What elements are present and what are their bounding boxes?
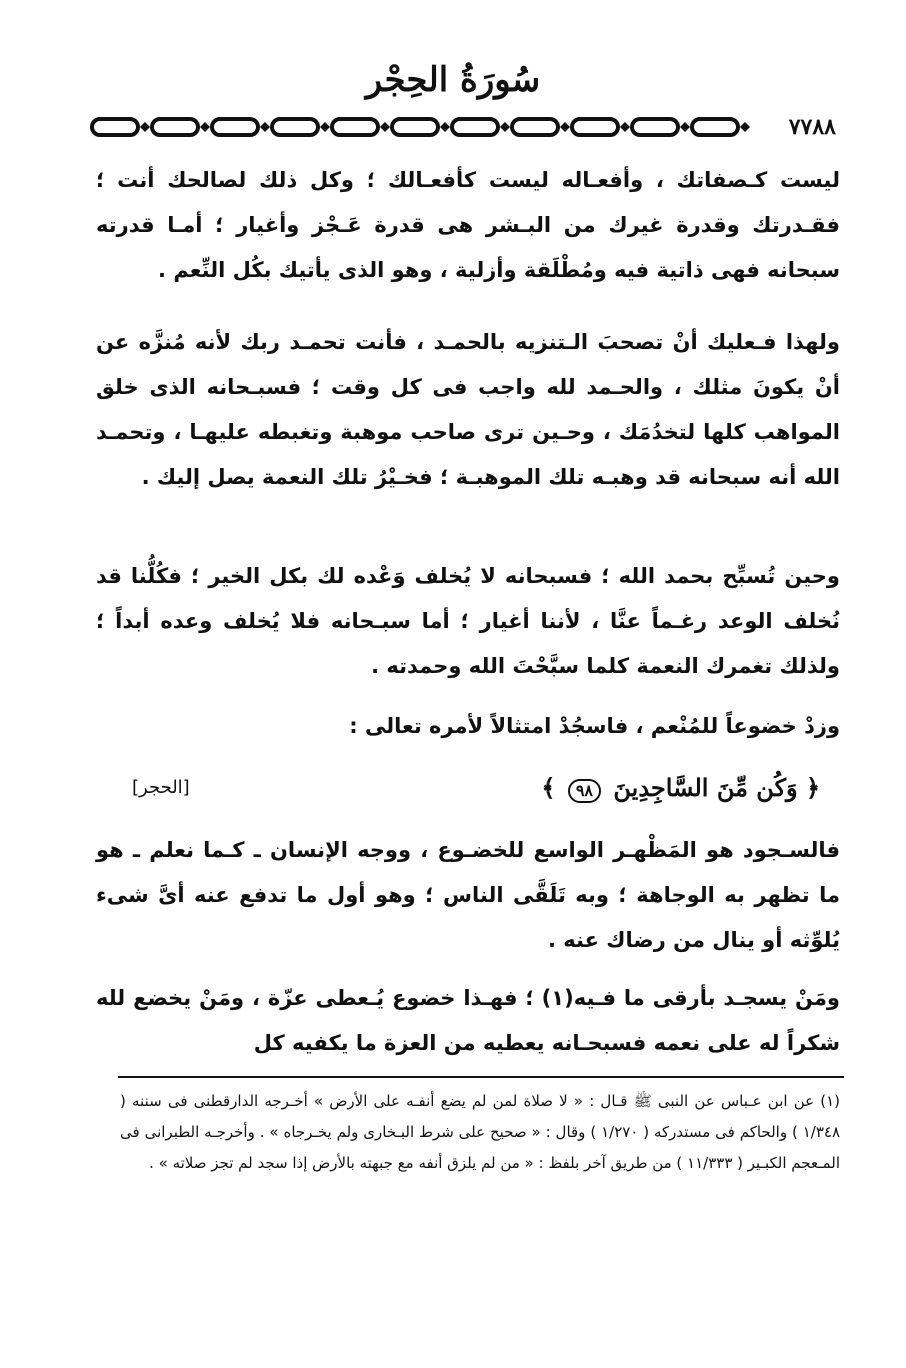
footnote-divider — [118, 1076, 844, 1078]
chain-diamond — [260, 122, 270, 132]
header-ornament-rule — [88, 114, 860, 140]
paragraph-text: ومَنْ يسجـد بأرقى ما فـيه(١) ؛ فهـذا خضوع يُـعطى عزّة ، ومَنْ يخضع لله شكراً له على نعمه فسبحـانه يعطيه من العزة ما يكفيه كل — [96, 986, 840, 1055]
verse-body: ﴿ وَكُن مِّنَ السَّاجِدِينَ — [613, 773, 820, 802]
chain-diamond — [740, 122, 750, 132]
chain-diamond — [560, 122, 570, 132]
paragraph — [96, 554, 840, 689]
paragraph-text: ولهذا فـعليك أنْ تصحبَ الـتنزيه بالحمـد ، فأنت تحمـد ربك لأنه مُنزَّه عن أنْ يكونَ مثلك ، والحـمد لله واجب فى كل وقت ؛ فسبـحانه الذى خلق المواهب كلها لتخدُمَك ، وحـين ترى صاحب موهبة وتغبطه عليهـا ، وتحمـد الله أنه سبحانه قد وهبـه تلك الموهبـة ؛ فخـيْرُ تلك النعمة يصل إليك . — [96, 330, 840, 489]
chain-link — [512, 119, 558, 135]
chain-link — [692, 119, 738, 135]
paragraph-text: فالسـجود هو المَظْهـر الواسع للخضـوع ، ووجه الإنسان ـ كـما نعلم ـ هو ما تظهر به الوجاهة ؛ وبه تَلَقَّى الناس ؛ وهو أول ما تدفع عنه أىَّ شىء يُلوِّثه أو ينال من رضاك عنه . — [96, 838, 840, 952]
chain-link — [152, 119, 198, 135]
chain-diamond — [500, 122, 510, 132]
paragraph — [96, 158, 840, 293]
verse-number: ٩٨ — [568, 779, 601, 803]
chain-link — [452, 119, 498, 135]
quran-verse — [96, 766, 840, 810]
surah-reference: [الحجر] — [132, 777, 190, 798]
chain-link — [332, 119, 378, 135]
paragraph — [96, 828, 840, 963]
paragraph — [96, 704, 840, 749]
chain-link — [572, 119, 618, 135]
paragraph-text: وحين تُسبِّح بحمد الله ؛ فسبحانه لا يُخلف وَعْده لك بكل الخير ؛ فكُلُّنا قد نُخلف الوعد رغـماً عنَّا ، لأننا أغيار ؛ أما سبـحانه فلا يُخلف وعده أبداً ؛ ولذلك تغمرك النعمة كلما سبَّحْتَ الله وحمدته . — [96, 564, 840, 678]
chain-ornament-icon — [88, 114, 768, 140]
verse-close-bracket: ﴾ — [541, 773, 556, 802]
paragraph-text: ليست كـصفاتك ، وأفعـاله ليست كأفعـالك ؛ وكل ذلك لصالحك أنت ؛ فقـدرتك وقدرة غيرك من البـشر هى قدرة عَـجْز وأغيار ؛ أمـا قدرته سبحانه فهى ذاتية فيه ومُطْلَقة وأزلية ، وهو الذى يأتيك بكُل النِّعم . — [96, 168, 840, 282]
chain-link — [392, 119, 438, 135]
chain-diamond — [200, 122, 210, 132]
chain-diamond — [680, 122, 690, 132]
page-number: ٧٧٨٨ — [785, 114, 840, 140]
chain-link — [212, 119, 258, 135]
paragraph-text: وزدْ خضوعاً للمُنْعم ، فاسجُدْ امتثالاً لأمره تعالى : — [349, 714, 840, 738]
chain-diamond — [440, 122, 450, 132]
paragraph — [96, 320, 840, 500]
footnote: (١) عن ابن عـباس عن النبى ﷺ قـال : « لا صلاة لمن لم يضع أنفـه على الأرض » أخـرجه الدارقطنى فى سننه ( ١/٣٤٨ ) والحاكم فى مستدركه ( ١/٢٧٠ ) وقال : « صحيح على شرط البـخارى ولم يخـرجاه » . وأخرجـه الطبرانى فى المـعجم الكبـير ( ١١/٣٣٣ ) من طريق آخر بلفظ : « من لم يلزق أنفه مع جبهته بالأرض إذا سجد لم تجز صلاته » . — [120, 1092, 840, 1172]
chain-diamond — [620, 122, 630, 132]
paragraph — [96, 976, 840, 1066]
chain-diamond — [140, 122, 150, 132]
chain-diamond — [320, 122, 330, 132]
chain-diamond — [380, 122, 390, 132]
chain-link — [92, 119, 138, 135]
chain-link — [632, 119, 678, 135]
verse-text — [541, 766, 820, 810]
surah-title: سُورَةُ الحِجْر — [365, 60, 541, 100]
chain-link — [272, 119, 318, 135]
